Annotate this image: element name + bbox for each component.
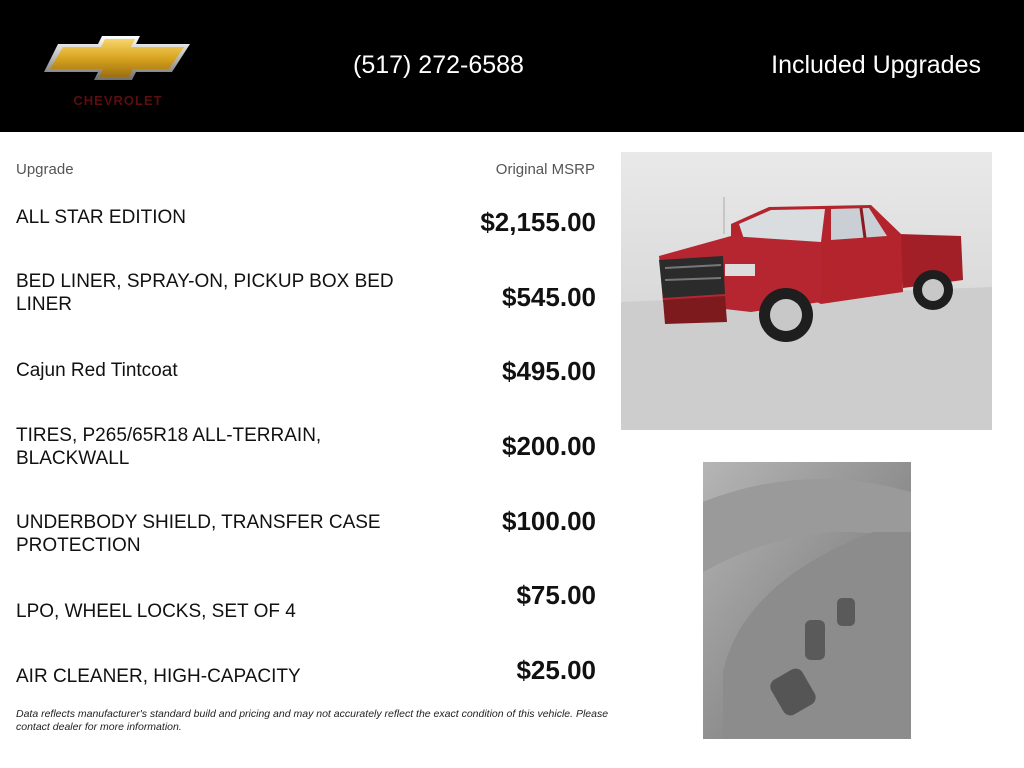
upgrade-price: $200.00 [502,431,596,461]
column-header-msrp: Original MSRP [495,161,595,178]
upgrade-price: $75.00 [516,580,596,610]
upgrade-price: $2,155.00 [480,207,596,237]
upgrade-name: TIRES, P265/65R18 ALL-TERRAIN, BLACKWALL [16,425,322,469]
header-bar [0,0,1024,132]
upgrade-price: $100.00 [502,506,596,536]
upgrade-name: ALL STAR EDITION [16,207,186,228]
page-title: Included Upgrades [771,51,981,79]
chevrolet-logo-icon [44,34,192,112]
truck-exterior-photo[interactable] [621,152,992,430]
logo-wordmark: CHEVROLET [73,93,163,108]
power-seat-controls-icon [703,462,911,739]
upgrade-name: LPO, WHEEL LOCKS, SET OF 4 [16,601,296,622]
seat-controls-photo[interactable] [703,462,911,739]
column-header-upgrade: Upgrade [16,161,74,178]
upgrade-row [16,424,596,474]
upgrade-price: $25.00 [516,655,596,685]
upgrade-row [16,354,596,394]
upgrade-price: $545.00 [502,282,596,312]
upgrade-row [16,204,596,244]
dealer-phone-link[interactable]: (517) 272-6588 [353,51,524,79]
upgrade-row [16,655,596,695]
upgrade-name: Cajun Red Tintcoat [16,360,178,381]
upgrade-row [16,580,596,625]
upgrade-row [16,270,596,320]
upgrade-name: BED LINER, SPRAY-ON, PICKUP BOX BED LINER [16,271,394,315]
red-pickup-truck-icon [621,152,992,430]
upgrade-price: $495.00 [502,356,596,386]
upgrade-name: UNDERBODY SHIELD, TRANSFER CASE PROTECTION [16,512,381,556]
upgrade-name: AIR CLEANER, HIGH-CAPACITY [16,666,301,687]
upgrade-row [16,508,596,558]
pricing-disclaimer: Data reflects manufacturer's standard build and pricing and may not accurately reflect the exact condition of this vehicle. Please contact dealer for more information. [16,708,609,733]
